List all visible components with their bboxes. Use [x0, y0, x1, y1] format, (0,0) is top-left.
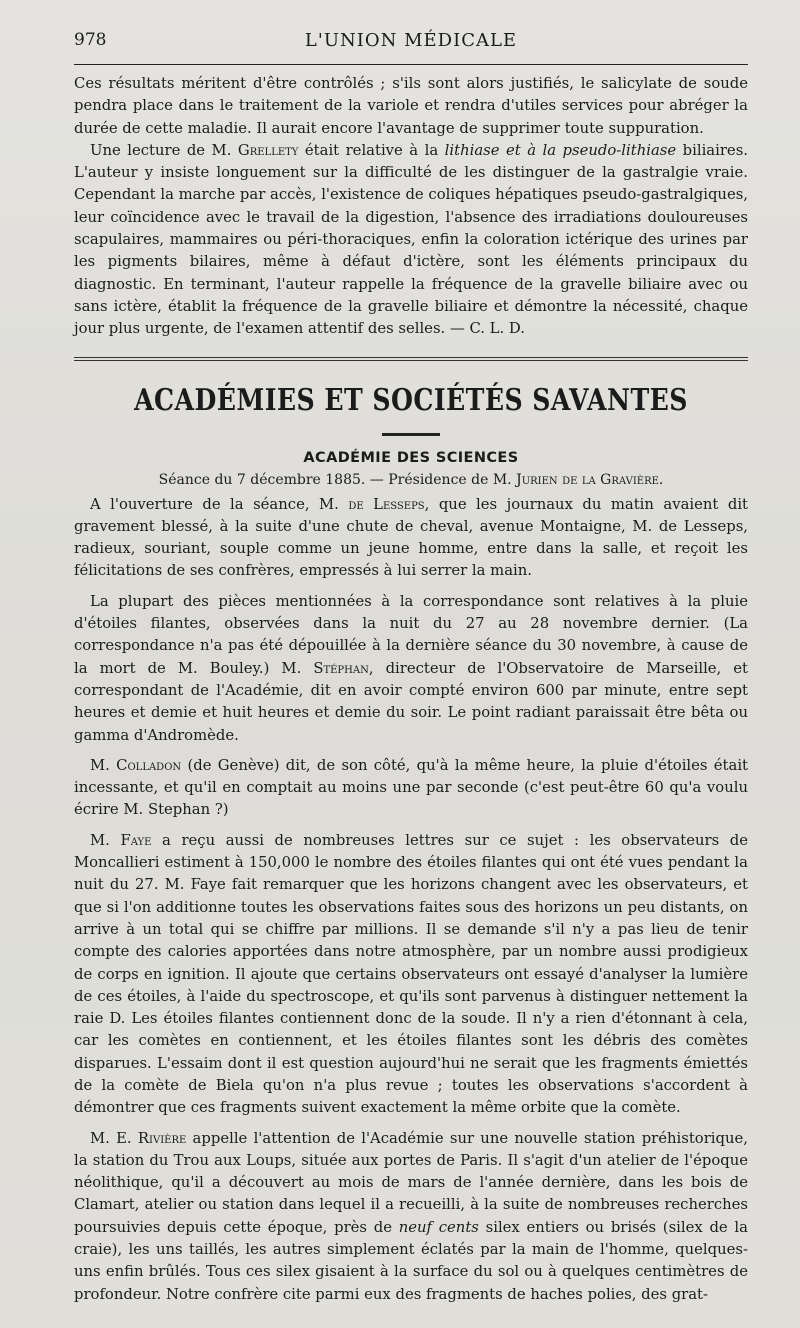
body-paragraph-2: La plupart des pièces mentionnées à la correspondance sont relatives à la pluie d'étoiles filantes, observées dans la nuit du 27 au 28 novembre dernier. (La correspondance n'a pas été dépouillée à la dernière séance du 30 novembre, à cause de la mort de M. Bouley.) M. Stéphan, directeur de l'Observatoire de Marseille, et correspondant de l'Académie, dit en avoir compté environ 600 par minute, entre sept heures et demie et huit heures et demie du soir. Le point radiant paraissait être bêta ou gamma d'Andromède.: [74, 592, 748, 744]
italic-neuf-cents: neuf cents: [398, 1218, 479, 1236]
name-riviere: Rivière: [137, 1129, 187, 1147]
italic-topic: lithiase et à la pseudo-lithiase: [444, 141, 677, 159]
body-paragraph-3: M. Colladon (de Genève) dit, de son côté, qu'à la même heure, la pluie d'étoiles était incessante, et qu'il en comptait au moins une par seconde (c'est peut-être 60 qu'a voulu écrire M. Stephan ?): [74, 756, 749, 819]
body-paragraph-1: A l'ouverture de la séance, M. de Lesseps, que les journaux du matin avaient dit gravement blessé, à la suite d'une chute de cheval, avenue Montaigne, M. de Lesseps, radieux, souriant, souple comme un jeune homme, entre dans la salle, et reçoit les félicitations de ses confrères, empressés à lui serrer la main.: [74, 495, 748, 580]
section-title: ACADÉMIES ET SOCIÉTÉS SAVANTES: [134, 382, 688, 418]
section-divider: [74, 357, 748, 361]
author-name-grellety: Grellety: [237, 141, 299, 159]
name-de-lesseps: de Lesseps: [348, 495, 425, 513]
intro-paragraph-1: Ces résultats méritent d'être contrôlés ; s'ils sont alors justifiés, le salicylate de soude pendra place dans le traitement de la variole et rendra d'utiles services pour abréger la durée de cette maladie. Il aurait encore l'avantage de supprimer toute suppuration.: [74, 75, 748, 137]
session-line: Séance du 7 décembre 1885. — Présidence de M. Jurien de la Gravière.: [158, 471, 664, 488]
page-number: 978: [74, 30, 107, 50]
name-colladon: Colladon: [116, 756, 182, 774]
president-name: Jurien de la Gravière: [516, 471, 659, 488]
header-rule: [74, 64, 748, 65]
running-title: L'UNION MÉDICALE: [304, 30, 518, 51]
academy-subtitle: ACADÉMIE DES SCIENCES: [303, 449, 519, 466]
intro-paragraph-2: Une lecture de M. Grellety était relative à la lithiase et à la pseudo-lithiase biliaires. L'auteur y insiste longuement sur la difficulté de les distinguer de la gastralgie vraie. Cependant la marche par accès, l'existence de coliques hépatiques pseudo-gastralgiques, leur coïncidence avec le travail de la digestion, l'absence des irradiations douloureuses scapulaires, mammaires ou péri-thoraciques, enfin la coloration ictérique des urines par les pigments bilaires, même à défaut d'ictère, sont les éléments principaux du diagnostic. En terminant, l'auteur rappelle la fréquence de la gravelle biliaire avec ou sans ictère, établit la fréquence de la gravelle biliaire et démontre la nécessité, chaque jour plus urgente, de l'examen attentif des selles. — C. L. D.: [74, 141, 748, 338]
body-paragraph-5: M. E. Rivière appelle l'attention de l'Académie sur une nouvelle station préhistorique, la station du Trou aux Loups, située aux portes de Paris. Il s'agit d'un atelier de l'époque néolithique, qu'il a découvert au mois de mars de l'année dernière, dans les bois de Clamart, atelier ou station dans lequel il a recueilli, à la suite de nombreuses recherches poursuivies depuis cette époque, près de neuf cents silex entiers ou brisés (silex de la craie), les uns taillés, les autres simplement éclatés par la main de l'homme, quelques-uns enfin brûlés. Tous ces silex gisaient à la surface du sol ou à quelques centimètres de profondeur. Notre confrère cite parmi eux des fragments de haches polies, des grat-: [74, 1129, 748, 1303]
title-underline: [382, 433, 440, 436]
name-stephan: Stéphan: [313, 659, 369, 677]
page-header: [74, 0, 748, 64]
body-paragraph-4: M. Faye a reçu aussi de nombreuses lettres sur ce sujet : les observateurs de Moncallieri estiment à 150,000 le nombre des étoiles filantes qui ont été vues pendant la nuit du 27. M. Faye fait remarquer que les horizons changent avec les observateurs, et que si l'on additionne toutes les observations faites sous des horizons un peu distants, on arrive à un total qui se chiffre par millions. Il se demande s'il n'y a pas lieu de tenir compte des calories apportées dans notre atmosphère, par un nombre aussi prodigieux de corps en ignition. Il ajoute que certains observateurs ont essayé d'analyser la lumière de ces étoiles, à l'aide du spectroscope, et qu'ils sont parvenus à distinguer nettement la raie D. Les étoiles filantes contiennent donc de la soude. Il n'y a rien d'étonnant à cela, car les comètes en contiennent, et les étoiles filantes sont les débris des comètes disparues. L'essaim dont il est question aujourd'hui ne serait que les fragments émiettés de la comète de Biela qu'on n'a plus revue ; toutes les observations s'accordent à démontrer que ces fragments suivent exactement la même orbite que la comète.: [74, 831, 748, 1117]
name-faye: Faye: [120, 831, 152, 849]
